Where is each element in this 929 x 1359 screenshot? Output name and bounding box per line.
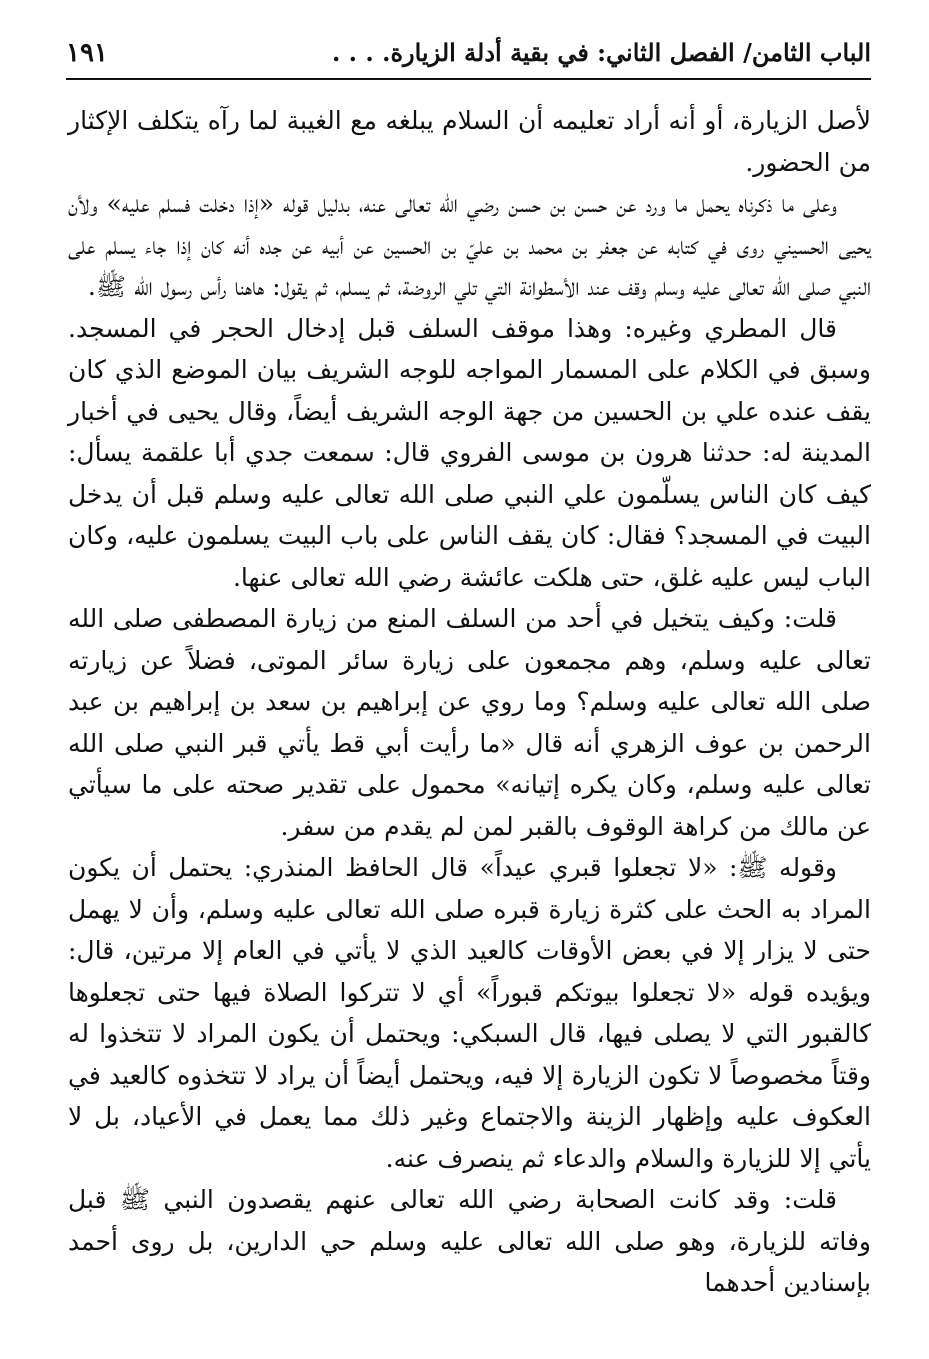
paragraph-1: لأصل الزيارة، أو أنه أراد تعليمه أن السلام يبلغه مع الغيبة لما رآه يتكلف الإكثار من الحضور. [68,106,871,177]
paragraph-4: قلت: وكيف يتخيل في أحد من السلف المنع من زيارة المصطفى صلى الله تعالى عليه وسلم، وهم مجمعون على زيارة سائر الموتى، فضلاً عن زيارته صلى الله تعالى عليه وسلم؟ وما روي عن إبراهيم بن سعد بن إبراهيم بن عبد الرحمن بن عوف الزهري أنه قال «ما رأيت أبي قط يأتي قبر النبي صلى الله تعالى عليه وسلم، وكان يكره إتيانه» محمول على تقدير صحته على ما سيأتي عن مالك من كراهة الوقوف بالقبر لمن لم يقدم من سفر. [68,604,871,841]
paragraph-6: قلت: وقد كانت الصحابة رضي الله تعالى عنهم يقصدون النبي ﷺ قبل وفاته للزيارة، وهو صلى الله تعالى عليه وسلم حي الدارين، بل روى أحمد بإسنادين أحدهما [68,1185,871,1297]
paragraph-3: قال المطري وغيره: وهذا موقف السلف قبل إدخال الحجر في المسجد. وسبق في الكلام على المسمار المواجه للوجه الشريف بيان الموضع الذي كان يقف عنده علي بن الحسين من جهة الوجه الشريف أيضاً، وقال يحيى في أخبار المدينة له: حدثنا هرون بن موسى الفروي قال: سمعت جدي أبا علقمة يسأل: كيف كان الناس يسلّمون علي النبي صلى الله تعالى عليه وسلم قبل أن يدخل البيت في المسجد؟ فقال: كان يقف الناس على باب البيت يسلمون عليه، وكان الباب ليس عليه غلق، حتى هلكت عائشة رضي الله تعالى عنها. [68,313,871,592]
running-title: الباب الثامن/ الفصل الثاني: في بقية أدلة الزيارة. . . . [331,38,871,67]
paragraph-2: وعلى ما ذكرناه يحمل ما ورد عن حسن بن حسن رضي الله تعالى عنه، بدليل قوله «إذا دخلت فسلم عليه» ولأن يحيى الحسيني روى في كتابه عن جعفر بن محمد بن عليّ بن الحسين عن أبيه عن جده أنه كان إذا جاء يسلم على النبي صلى الله تعالى عليه وسلم وقف عند الأسطوانة التي تلي الروضة، ثم يسلم، ثم يقول: هاهنا رأس رسول الله ﷺ. [68,189,872,301]
page-body [68,100,871,1304]
running-header [66,28,871,80]
paragraph-5: وقوله ﷺ: «لا تجعلوا قبري عيداً» قال الحافظ المنذري: يحتمل أن يكون المراد به الحث على كثرة زيارة قبره صلى الله تعالى عليه وسلم، وأن لا يهمل حتى لا يزار إلا في بعض الأوقات كالعيد الذي لا يأتي في العام إلا مرتين، قال: ويؤيده قوله «لا تجعلوا بيوتكم قبوراً» أي لا تتركوا الصلاة فيها حتى تجعلوها كالقبور التي لا يصلى فيها، قال السبكي: ويحتمل أن يكون المراد لا تتخذوا له وقتاً مخصوصاً لا تكون الزيارة إلا فيه، ويحتمل أيضاً أن يراد لا تتخذوه كالعيد في العكوف عليه وإظهار الزينة والاجتماع وغير ذلك مما يعمل في الأعياد، بل لا يأتي إلا للزيارة والسلام والدعاء ثم ينصرف عنه. [68,853,871,1173]
page-number: ١٩١ [66,38,108,68]
